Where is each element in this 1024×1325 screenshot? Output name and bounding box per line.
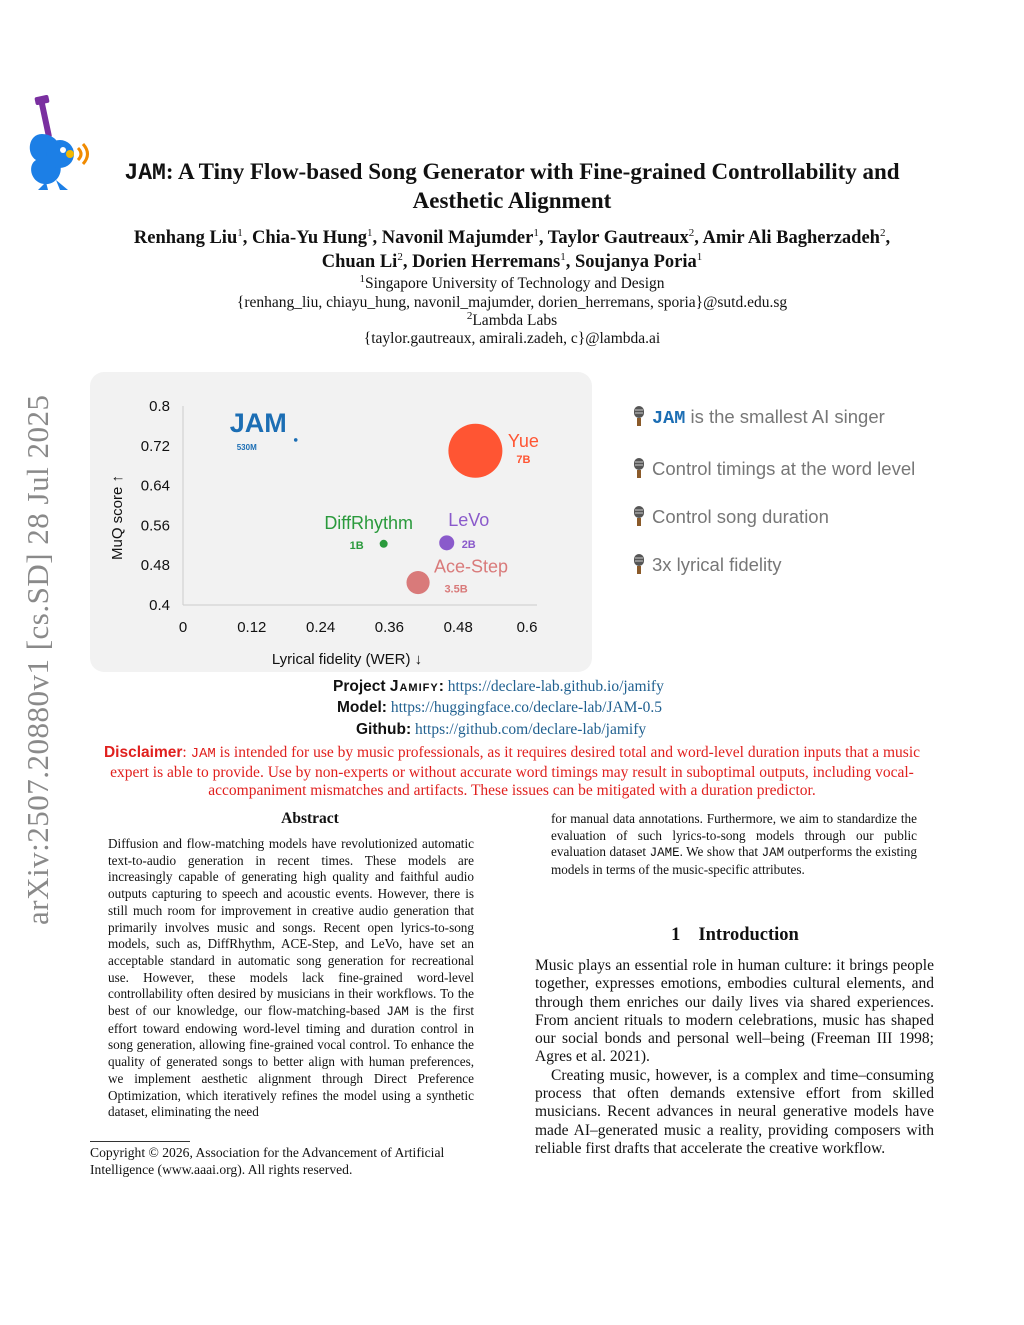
paragraph: Creating music, however, is a complex and time–consuming process that often demands extensive effort from skilled musicians. Recent advances in neural generative models have made AI–generated music a reality, providing composers with reliable first drafts that accelerate the creative workflow. bbox=[535, 1066, 934, 1157]
x-tick-label: 0.24 bbox=[305, 619, 336, 636]
jam-mascot-logo-icon bbox=[20, 94, 100, 194]
claim-smallest: JAM is the smallest AI singer bbox=[630, 405, 885, 429]
abstract-continued: for manual data annotations. Furthermore, we aim to standardize the evaluation of such lyrics-to-song models through our public evaluation dataset JAME. We show that JAM outperforms the existing models in terms of the music-specific attributes. bbox=[551, 811, 917, 878]
author: Soujanya Poria bbox=[574, 252, 697, 272]
x-tick-label: 0.12 bbox=[237, 619, 267, 636]
abstract-heading: Abstract bbox=[281, 810, 339, 827]
model-link[interactable]: https://huggingface.co/declare-lab/JAM-0.5 bbox=[390, 699, 662, 716]
point-label-yue: Yue bbox=[507, 430, 539, 451]
author: Navonil Majumder bbox=[381, 228, 534, 248]
model-link-row: Model: https://huggingface.co/declare-lab/JAM-0.5 bbox=[337, 699, 662, 716]
author-list: Renhang Liu$^1$, Chia-Yu Hung$^1$, Navonil Majumder$^1$, Taylor Gautreaux$^2$, Amir Ali Bagherzadeh$^2$, Chuan Li$^2$, Dorien Herremans$^1$, Soujanya Poria$^1$ bbox=[133, 226, 891, 272]
paragraph: Music plays an essential role in human culture: it brings people together, expresses emotions, embodies cultural elements, and through them enriches our daily lives via shared experiences. From ancient rituals to modern celebrations, music has shaped our social bonds and personal well–being (Freeman III 1998; Agres et al. 2021). bbox=[535, 957, 934, 1066]
point-label-jam: JAM bbox=[229, 407, 287, 438]
point-label-ace-step: Ace-Step bbox=[434, 556, 509, 577]
project-link-row: Project Jamify: https://declare-lab.github.io/jamify bbox=[333, 678, 664, 695]
affiliation-2-emails: {taylor.gautreaux, amirali.zadeh, c}@lambda.ai bbox=[363, 330, 661, 347]
copyright-footnote: Copyright © 2026, Association for the Advancement of Artificial Intelligence (www.aaai.org). All rights reserved. bbox=[90, 1145, 445, 1177]
affiliation-2: $^2$Lambda Labs bbox=[466, 309, 558, 329]
affiliation-1: $^1$Singapore University of Technology and Design bbox=[359, 272, 665, 292]
data-point-levo bbox=[439, 535, 454, 550]
microphone-icon bbox=[630, 505, 648, 527]
x-tick-label: 0.6 bbox=[516, 619, 538, 636]
teaser-figure bbox=[90, 372, 592, 672]
disclaimer: Disclaimer: JAM is intended for use by music professionals, as it requires desired total and word-level duration inputs that a music expert is able to provide. Use by non-experts or without accurate word timings may result in suboptimal outputs, including vocal-accompaniment mismatches and artifacts. These issues can be mitigated with a duration predictor. bbox=[103, 744, 921, 799]
abstract-body: Diffusion and flow-matching models have revolutionized automatic text-to-audio generation in recent times. These models are increasingly capable of generating high quality and faithful audio outputs capturing to speech and acoustic events. However, there is still much room for improvement in creative audio generation that primarily involves music and songs. Recent open lyrics-to-song models, such as, DiffRhythm, ACE-Step, and LeVo, have set an acceptable standard in automatic song generation for recreational use. However, these models lack fine-grained word-level controllability often desired by musicians in their workflows. To the best of our knowledge, our flow-matching-based JAM is the first effort toward endowing word-level timing and duration control in song generation, allowing fine-grained vocal control. To enhance the quality of generated songs to better align with human preferences, we implement aesthetic alignment through Direct Preference Optimization, which iteratively refines the model using a synthetic dataset, eliminating the need bbox=[108, 836, 474, 1120]
claim-word-timing: Control timings at the word level bbox=[630, 457, 915, 481]
author: Amir Ali Bagherzadeh bbox=[702, 228, 880, 248]
point-label-diffrhythm: DiffRhythm bbox=[324, 512, 414, 533]
section-heading-introduction: 1 Introduction bbox=[671, 925, 799, 945]
author: Chia-Yu Hung bbox=[252, 228, 367, 248]
author: Renhang Liu bbox=[133, 228, 238, 248]
point-size-label-diffrhythm: 1B bbox=[349, 539, 364, 552]
y-tick-label: 0.72 bbox=[140, 437, 170, 455]
x-axis-label: Lyrical fidelity (WER) ↓ bbox=[271, 651, 423, 668]
introduction-body bbox=[535, 957, 934, 1158]
github-link[interactable]: https://github.com/declare-lab/jamify bbox=[414, 721, 647, 738]
title-line2: Aesthetic Alignment bbox=[412, 188, 612, 213]
author: Taylor Gautreaux bbox=[547, 228, 689, 248]
claim-duration: Control song duration bbox=[630, 505, 829, 529]
github-link-row: Github: https://github.com/declare-lab/jamify bbox=[356, 721, 647, 738]
y-tick-label: 0.64 bbox=[140, 477, 170, 495]
title-line1: : A Tiny Flow-based Song Generator with Fine-grained Controllability and bbox=[165, 159, 900, 184]
project-link[interactable]: https://declare-lab.github.io/jamify bbox=[447, 678, 664, 695]
data-point-yue bbox=[448, 424, 502, 478]
y-tick-label: 0.8 bbox=[149, 398, 170, 415]
y-axis-label: MuQ score ↑ bbox=[109, 474, 126, 561]
title-jam: JAM bbox=[124, 160, 166, 186]
x-tick-label: 0.48 bbox=[443, 619, 473, 636]
scatter-chart bbox=[90, 372, 592, 672]
microphone-icon bbox=[630, 405, 648, 427]
data-point-diffrhythm bbox=[380, 540, 388, 548]
y-tick-label: 0.4 bbox=[149, 597, 170, 614]
y-tick-label: 0.48 bbox=[140, 557, 170, 575]
x-tick-label: 0 bbox=[178, 619, 188, 636]
x-tick-label: 0.36 bbox=[374, 619, 405, 636]
microphone-icon bbox=[630, 457, 648, 479]
author: Chuan Li bbox=[321, 252, 398, 272]
point-size-label-yue: 7B bbox=[516, 453, 531, 466]
footnote-rule bbox=[90, 1141, 190, 1142]
microphone-icon bbox=[630, 553, 648, 575]
point-size-label-ace-step: 3.5B bbox=[444, 583, 468, 596]
affiliation-1-emails: {renhang_liu, chiayu_hung, navonil_majumder, dorien_herremans, sporia}@sutd.edu.sg bbox=[236, 294, 788, 311]
point-size-label-jam: 530M bbox=[236, 442, 257, 452]
claim-lyrical-fidelity: 3x lyrical fidelity bbox=[630, 553, 782, 577]
author: Dorien Herremans bbox=[412, 252, 561, 272]
data-point-jam bbox=[294, 438, 298, 442]
point-size-label-levo: 2B bbox=[461, 538, 476, 551]
data-point-ace-step bbox=[406, 571, 429, 594]
point-label-levo: LeVo bbox=[448, 509, 490, 530]
paper-title bbox=[100, 158, 924, 215]
y-tick-label: 0.56 bbox=[140, 517, 170, 535]
arxiv-sidebar-id: arXiv:2507.20880v1 [cs.SD] 28 Jul 2025 bbox=[20, 394, 55, 925]
